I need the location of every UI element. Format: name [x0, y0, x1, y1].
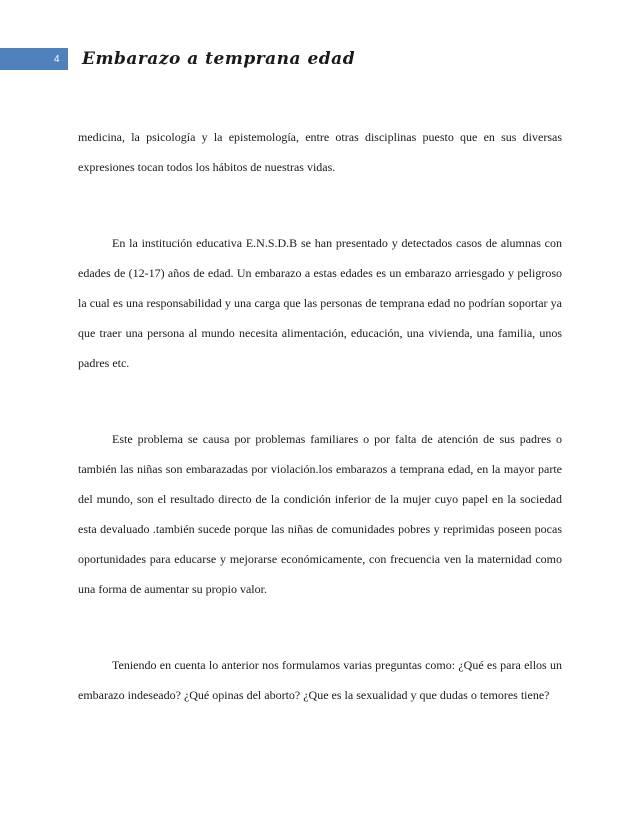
document-body — [78, 122, 562, 710]
page-header — [0, 48, 638, 72]
paragraph-3: Este problema se causa por problemas familiares o por falta de atención de sus padres o también las niñas son embarazadas por violación.los embarazos a temprana edad, en la mayor parte del mundo, son el resultado directo de la condición inferior de la mujer cuyo papel en la sociedad esta devaluado .también sucede porque las niñas de comunidades pobres y reprimidas poseen pocas oportunidades para educarse y mejorarse económicamente, con frecuencia ven la maternidad como una forma de aumentar su propio valor. — [78, 432, 562, 596]
document-title: Embarazo a temprana edad — [82, 49, 356, 69]
page-number: 4 — [54, 53, 60, 65]
page-number-box — [0, 48, 68, 70]
paragraph-1: medicina, la psicología y la epistemología, entre otras disciplinas puesto que en sus diversas expresiones tocan todos los hábitos de nuestras vidas. — [78, 130, 562, 174]
paragraph-4: Teniendo en cuenta lo anterior nos formulamos varias preguntas como: ¿Qué es para ellos un embarazo indeseado? ¿Qué opinas del aborto? ¿Que es la sexualidad y que dudas o temores tiene? — [78, 658, 562, 702]
paragraph-2: En la institución educativa E.N.S.D.B se han presentado y detectados casos de alumnas con edades de (12-17) años de edad. Un embarazo a estas edades es un embarazo arriesgado y peligroso la cual es una responsabilidad y una carga que las personas de temprana edad no podrían soportar ya que traer una persona al mundo necesita alimentación, educación, una vivienda, una familia, unos padres etc. — [78, 236, 562, 370]
